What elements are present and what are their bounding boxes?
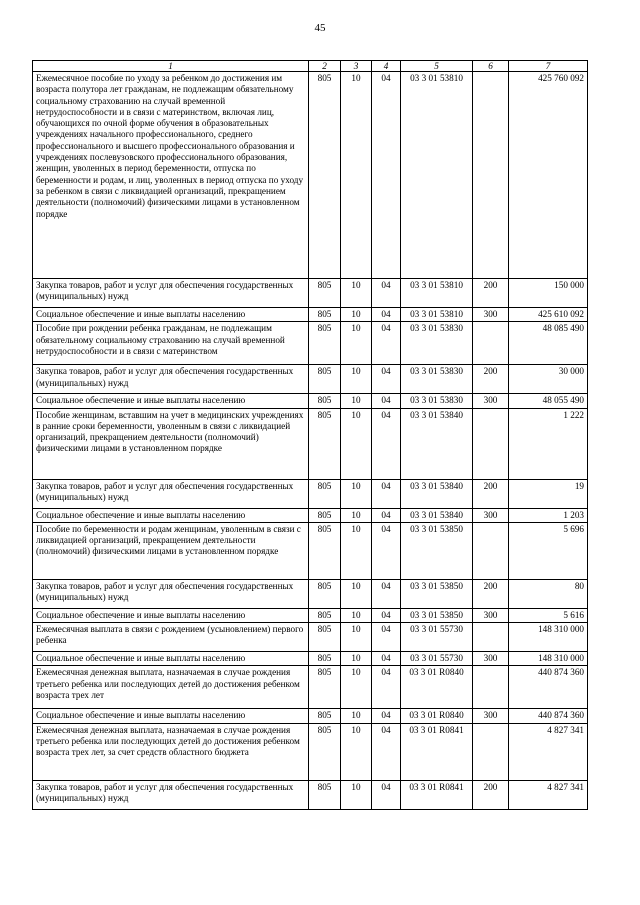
code-subsection: 04: [372, 479, 401, 508]
code-target: 03 3 01 55730: [401, 652, 473, 666]
code-expense-type: 300: [473, 652, 509, 666]
header-cell-6: 6: [473, 61, 509, 72]
code-section: 10: [341, 72, 372, 279]
table-row: [33, 279, 588, 308]
code-target: 03 3 01 53810: [401, 279, 473, 308]
code-expense-type: 300: [473, 608, 509, 622]
amount: 148 310 000: [509, 623, 588, 652]
code-admin: 805: [309, 709, 341, 723]
table-row: [33, 322, 588, 365]
code-target: 03 3 01 53810: [401, 308, 473, 322]
code-expense-type: [473, 408, 509, 479]
code-target: 03 3 01 55730: [401, 623, 473, 652]
row-description: Пособие женщинам, вставшим на учет в медицинских учреждениях в ранние сроки беременности, уволенным в связи с ликвидацией организаций, прекращением деятельности (полномочий) физическими лицами в установленном порядке: [33, 408, 309, 479]
amount: 425 760 092: [509, 72, 588, 279]
code-target: 03 3 01 R0840: [401, 709, 473, 723]
table-row: [33, 365, 588, 394]
amount: 1 203: [509, 508, 588, 522]
amount: 440 874 360: [509, 709, 588, 723]
code-target: 03 3 01 R0840: [401, 666, 473, 709]
amount: 30 000: [509, 365, 588, 394]
code-section: 10: [341, 608, 372, 622]
table-row: [33, 408, 588, 479]
amount: 440 874 360: [509, 666, 588, 709]
code-subsection: 04: [372, 394, 401, 408]
table-row: [33, 709, 588, 723]
table-row: [33, 652, 588, 666]
code-expense-type: 200: [473, 780, 509, 809]
amount: 1 222: [509, 408, 588, 479]
code-target: 03 3 01 53840: [401, 508, 473, 522]
code-admin: 805: [309, 608, 341, 622]
code-section: 10: [341, 723, 372, 780]
budget-table: [32, 60, 588, 810]
code-expense-type: [473, 666, 509, 709]
header-row: [33, 61, 588, 72]
code-expense-type: [473, 723, 509, 780]
code-subsection: 04: [372, 522, 401, 579]
header-cell-1: 1: [33, 61, 309, 72]
code-expense-type: [473, 522, 509, 579]
amount: 80: [509, 579, 588, 608]
row-description: Социальное обеспечение и иные выплаты населению: [33, 652, 309, 666]
code-section: 10: [341, 365, 372, 394]
header-cell-7: 7: [509, 61, 588, 72]
code-admin: 805: [309, 522, 341, 579]
row-description: Ежемесячная денежная выплата, назначаемая в случае рождения третьего ребенка или последующих детей до достижения ребенком возраста трех лет, за счет средств областного бюджета: [33, 723, 309, 780]
table-row: [33, 579, 588, 608]
code-subsection: 04: [372, 322, 401, 365]
code-section: 10: [341, 279, 372, 308]
code-section: 10: [341, 780, 372, 809]
code-admin: 805: [309, 308, 341, 322]
row-description: Закупка товаров, работ и услуг для обеспечения государственных (муниципальных) нужд: [33, 479, 309, 508]
row-description: Закупка товаров, работ и услуг для обеспечения государственных (муниципальных) нужд: [33, 365, 309, 394]
code-admin: 805: [309, 780, 341, 809]
code-section: 10: [341, 308, 372, 322]
header-cell-5: 5: [401, 61, 473, 72]
code-expense-type: 300: [473, 508, 509, 522]
code-expense-type: 200: [473, 579, 509, 608]
code-section: 10: [341, 666, 372, 709]
code-subsection: 04: [372, 666, 401, 709]
row-description: Пособие по беременности и родам женщинам, уволенным в связи с ликвидацией организаций, прекращением деятельности (полномочий) физическими лицами в установленном порядке: [33, 522, 309, 579]
row-description: Социальное обеспечение и иные выплаты населению: [33, 508, 309, 522]
amount: 148 310 000: [509, 652, 588, 666]
table-row: [33, 623, 588, 652]
code-section: 10: [341, 508, 372, 522]
amount: 48 085 490: [509, 322, 588, 365]
table-row: [33, 723, 588, 780]
code-subsection: 04: [372, 279, 401, 308]
code-target: 03 3 01 53840: [401, 479, 473, 508]
code-subsection: 04: [372, 623, 401, 652]
code-expense-type: [473, 322, 509, 365]
code-expense-type: [473, 623, 509, 652]
amount: 48 055 490: [509, 394, 588, 408]
code-target: 03 3 01 53850: [401, 522, 473, 579]
amount: 5 696: [509, 522, 588, 579]
code-admin: 805: [309, 723, 341, 780]
table-row: [33, 780, 588, 809]
code-section: 10: [341, 652, 372, 666]
code-target: 03 3 01 R0841: [401, 780, 473, 809]
row-description: Ежемесячная денежная выплата, назначаемая в случае рождения третьего ребенка или последующих детей до достижения ребенком возраста трех лет: [33, 666, 309, 709]
code-subsection: 04: [372, 723, 401, 780]
table-row: [33, 308, 588, 322]
table-row: [33, 608, 588, 622]
code-expense-type: 200: [473, 279, 509, 308]
code-target: 03 3 01 53830: [401, 394, 473, 408]
page-number: 45: [314, 22, 326, 34]
amount: 425 610 092: [509, 308, 588, 322]
row-description: Социальное обеспечение и иные выплаты населению: [33, 394, 309, 408]
amount: 4 827 341: [509, 780, 588, 809]
code-subsection: 04: [372, 365, 401, 394]
table-row: [33, 508, 588, 522]
code-expense-type: 200: [473, 365, 509, 394]
code-subsection: 04: [372, 709, 401, 723]
code-target: 03 3 01 53830: [401, 365, 473, 394]
code-admin: 805: [309, 579, 341, 608]
code-subsection: 04: [372, 608, 401, 622]
table-row: [33, 479, 588, 508]
code-section: 10: [341, 322, 372, 365]
row-description: Социальное обеспечение и иные выплаты населению: [33, 709, 309, 723]
code-subsection: 04: [372, 72, 401, 279]
code-subsection: 04: [372, 652, 401, 666]
code-section: 10: [341, 479, 372, 508]
row-description: Закупка товаров, работ и услуг для обеспечения государственных (муниципальных) нужд: [33, 780, 309, 809]
code-section: 10: [341, 522, 372, 579]
code-expense-type: [473, 72, 509, 279]
amount: 5 616: [509, 608, 588, 622]
amount: 4 827 341: [509, 723, 588, 780]
code-admin: 805: [309, 365, 341, 394]
code-section: 10: [341, 623, 372, 652]
table-row: [33, 394, 588, 408]
code-target: 03 3 01 53840: [401, 408, 473, 479]
code-admin: 805: [309, 72, 341, 279]
row-description: Ежемесячная выплата в связи с рождением (усыновлением) первого ребенка: [33, 623, 309, 652]
code-section: 10: [341, 408, 372, 479]
code-subsection: 04: [372, 780, 401, 809]
code-expense-type: 300: [473, 308, 509, 322]
code-admin: 805: [309, 479, 341, 508]
row-description: Ежемесячное пособие по уходу за ребенком до достижения им возраста полутора лет гражданам, не подлежащим обязательному социальному страхованию на случай временной нетрудоспособности и в связи с материнством, включая лиц, обучающихся по очной форме обучения в образовательных учреждениях начального профессионального, среднего профессионального и высшего профессионального образования и учреждениях послевузовского профессионального образования, женщин, уволенных в период беременности, отпуска по беременности и родам, и лиц, уволенных в период отпуска по уходу за ребенком в связи с ликвидацией организаций, прекращением деятельности (полномочий) физическими лицами в установленном порядке: [33, 72, 309, 279]
header-cell-4: 4: [372, 61, 401, 72]
row-description: Закупка товаров, работ и услуг для обеспечения государственных (муниципальных) нужд: [33, 279, 309, 308]
code-expense-type: 200: [473, 479, 509, 508]
row-description: Социальное обеспечение и иные выплаты населению: [33, 608, 309, 622]
code-admin: 805: [309, 408, 341, 479]
code-subsection: 04: [372, 579, 401, 608]
code-section: 10: [341, 709, 372, 723]
code-target: 03 3 01 53850: [401, 579, 473, 608]
row-description: Пособие при рождении ребенка гражданам, не подлежащим обязательному социальному страхованию на случай временной нетрудоспособности и в связи с материнством: [33, 322, 309, 365]
row-description: Социальное обеспечение и иные выплаты населению: [33, 308, 309, 322]
table-row: [33, 72, 588, 279]
code-admin: 805: [309, 666, 341, 709]
code-section: 10: [341, 394, 372, 408]
table-row: [33, 666, 588, 709]
table-row: [33, 522, 588, 579]
code-target: 03 3 01 53830: [401, 322, 473, 365]
code-subsection: 04: [372, 508, 401, 522]
code-section: 10: [341, 579, 372, 608]
code-admin: 805: [309, 652, 341, 666]
code-admin: 805: [309, 508, 341, 522]
amount: 19: [509, 479, 588, 508]
code-target: 03 3 01 53810: [401, 72, 473, 279]
code-target: 03 3 01 53850: [401, 608, 473, 622]
row-description: Закупка товаров, работ и услуг для обеспечения государственных (муниципальных) нужд: [33, 579, 309, 608]
code-admin: 805: [309, 279, 341, 308]
code-expense-type: 300: [473, 709, 509, 723]
code-subsection: 04: [372, 408, 401, 479]
code-admin: 805: [309, 623, 341, 652]
code-subsection: 04: [372, 308, 401, 322]
code-admin: 805: [309, 322, 341, 365]
code-admin: 805: [309, 394, 341, 408]
header-cell-3: 3: [341, 61, 372, 72]
code-target: 03 3 01 R0841: [401, 723, 473, 780]
header-cell-2: 2: [309, 61, 341, 72]
code-expense-type: 300: [473, 394, 509, 408]
amount: 150 000: [509, 279, 588, 308]
